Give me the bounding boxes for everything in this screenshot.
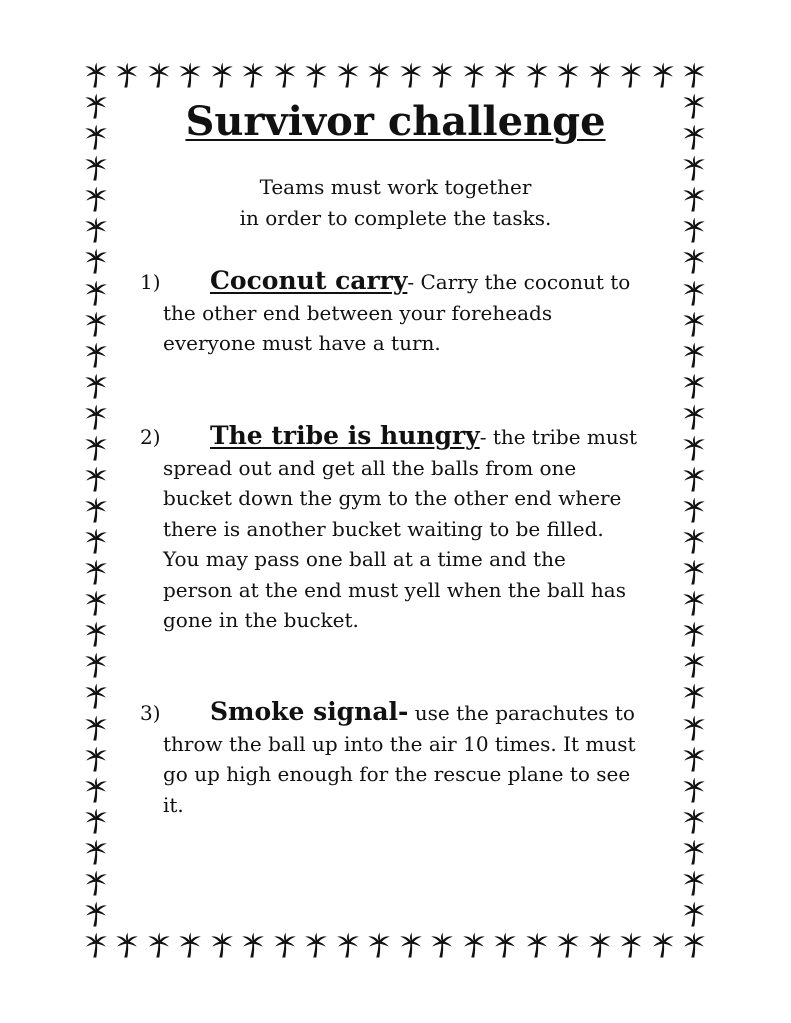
palm-tree-icon <box>84 746 108 772</box>
task-2-line-3: bucket down the gym to the other end where <box>163 486 622 510</box>
palm-tree-icon <box>210 62 234 88</box>
palm-tree-icon <box>682 839 706 865</box>
task-1-number: 1) <box>140 270 161 294</box>
palm-tree-icon <box>682 621 706 647</box>
palm-tree-icon <box>241 62 265 88</box>
palm-tree-icon <box>619 62 643 88</box>
palm-tree-icon <box>84 652 108 678</box>
palm-tree-icon <box>682 497 706 523</box>
palm-tree-icon <box>651 932 675 958</box>
task-1-heading <box>140 266 680 298</box>
palm-tree-icon <box>84 621 108 647</box>
palm-tree-icon <box>682 280 706 306</box>
palm-tree-icon <box>682 901 706 927</box>
palm-tree-icon <box>682 435 706 461</box>
intro-text <box>0 172 791 234</box>
task-2-line-5: You may pass one ball at a time and the <box>163 547 566 571</box>
palm-tree-icon <box>682 404 706 430</box>
palm-tree-icon <box>367 932 391 958</box>
task-1-first-line: Carry the coconut to <box>420 270 631 294</box>
task-2-line-4: there is another bucket waiting to be filled. <box>163 516 604 541</box>
palm-tree-icon <box>84 311 108 337</box>
palm-tree-icon <box>462 932 486 958</box>
palm-tree-icon <box>682 342 706 368</box>
intro-line-1: Teams must work together <box>259 175 532 199</box>
palm-tree-icon <box>399 62 423 88</box>
palm-tree-icon <box>178 932 202 958</box>
title-text: Survivor challenge <box>185 98 606 145</box>
task-3-line-4: it. <box>163 792 184 817</box>
palm-tree-icon <box>367 62 391 88</box>
task-3 <box>140 697 680 820</box>
palm-tree-icon <box>84 62 108 88</box>
palm-tree-icon <box>84 559 108 585</box>
task-3-first-line: use the parachutes to <box>414 701 635 725</box>
task-1-line-3: everyone must have a turn. <box>163 331 441 355</box>
palm-tree-icon <box>304 932 328 958</box>
palm-tree-icon <box>430 932 454 958</box>
palm-tree-icon <box>682 746 706 772</box>
palm-tree-icon <box>651 62 675 88</box>
palm-tree-icon <box>682 715 706 741</box>
palm-tree-icon <box>178 62 202 88</box>
palm-tree-icon <box>682 590 706 616</box>
palm-tree-icon <box>588 932 612 958</box>
palm-tree-icon <box>147 932 171 958</box>
palm-tree-icon <box>84 466 108 492</box>
task-3-name: Smoke signal- <box>210 697 409 726</box>
palm-tree-icon <box>682 870 706 896</box>
palm-tree-icon <box>273 932 297 958</box>
palm-tree-icon <box>336 62 360 88</box>
palm-tree-icon <box>84 590 108 616</box>
task-3-heading <box>140 697 680 729</box>
palm-tree-icon <box>682 559 706 585</box>
task-1-separator: - <box>407 270 421 294</box>
palm-tree-icon <box>84 373 108 399</box>
palm-tree-icon <box>84 435 108 461</box>
palm-tree-icon <box>525 932 549 958</box>
palm-tree-icon <box>493 932 517 958</box>
palm-tree-icon <box>682 311 706 337</box>
palm-tree-icon <box>84 404 108 430</box>
palm-tree-icon <box>430 62 454 88</box>
palm-tree-icon <box>619 932 643 958</box>
task-3-number: 3) <box>140 701 161 725</box>
palm-tree-icon <box>462 62 486 88</box>
task-3-line-2: throw the ball up into the air 10 times. It must <box>163 731 636 756</box>
palm-tree-icon <box>682 528 706 554</box>
task-2-first-line: the tribe must <box>492 425 638 449</box>
palm-tree-icon <box>682 652 706 678</box>
task-1-line-2: the other end between your foreheads <box>163 300 553 325</box>
palm-tree-icon <box>84 870 108 896</box>
palm-tree-icon <box>115 62 139 88</box>
palm-tree-icon <box>682 373 706 399</box>
palm-tree-icon <box>588 62 612 88</box>
palm-tree-icon <box>84 342 108 368</box>
palm-tree-icon <box>682 683 706 709</box>
task-2-line-6: person at the end must yell when the ball has <box>163 577 626 602</box>
task-2-line-7: gone in the bucket. <box>163 608 359 632</box>
palm-tree-icon <box>682 466 706 492</box>
palm-tree-icon <box>84 280 108 306</box>
palm-tree-icon <box>304 62 328 88</box>
task-2-heading <box>140 421 680 453</box>
palm-tree-icon <box>682 248 706 274</box>
palm-tree-icon <box>84 839 108 865</box>
task-1 <box>140 266 680 359</box>
palm-tree-icon <box>525 62 549 88</box>
palm-tree-icon <box>84 932 108 958</box>
palm-tree-icon <box>556 932 580 958</box>
palm-tree-icon <box>682 62 706 88</box>
palm-tree-icon <box>556 62 580 88</box>
task-2-name: The tribe is hungry <box>210 421 480 450</box>
palm-tree-icon <box>210 932 234 958</box>
palm-tree-icon <box>682 777 706 803</box>
palm-tree-icon <box>84 248 108 274</box>
task-3-line-3: go up high enough for the rescue plane to see <box>163 762 631 786</box>
task-2-number: 2) <box>140 425 161 449</box>
palm-tree-icon <box>84 808 108 834</box>
palm-tree-icon <box>84 777 108 803</box>
task-2-line-2: spread out and get all the balls from one <box>163 455 577 480</box>
palm-tree-icon <box>336 932 360 958</box>
palm-tree-icon <box>399 932 423 958</box>
intro-line-2: in order to complete the tasks. <box>239 206 552 230</box>
task-2 <box>140 421 680 636</box>
palm-tree-icon <box>84 497 108 523</box>
palm-tree-icon <box>147 62 171 88</box>
palm-tree-icon <box>682 932 706 958</box>
palm-tree-icon <box>115 932 139 958</box>
page-title <box>0 96 791 148</box>
task-1-name: Coconut carry <box>210 266 408 295</box>
palm-tree-icon <box>682 808 706 834</box>
palm-tree-icon <box>241 932 265 958</box>
palm-tree-icon <box>493 62 517 88</box>
palm-tree-icon <box>84 901 108 927</box>
palm-tree-icon <box>273 62 297 88</box>
task-2-separator: - <box>479 425 493 449</box>
palm-tree-icon <box>84 683 108 709</box>
palm-tree-icon <box>84 528 108 554</box>
palm-tree-icon <box>84 715 108 741</box>
